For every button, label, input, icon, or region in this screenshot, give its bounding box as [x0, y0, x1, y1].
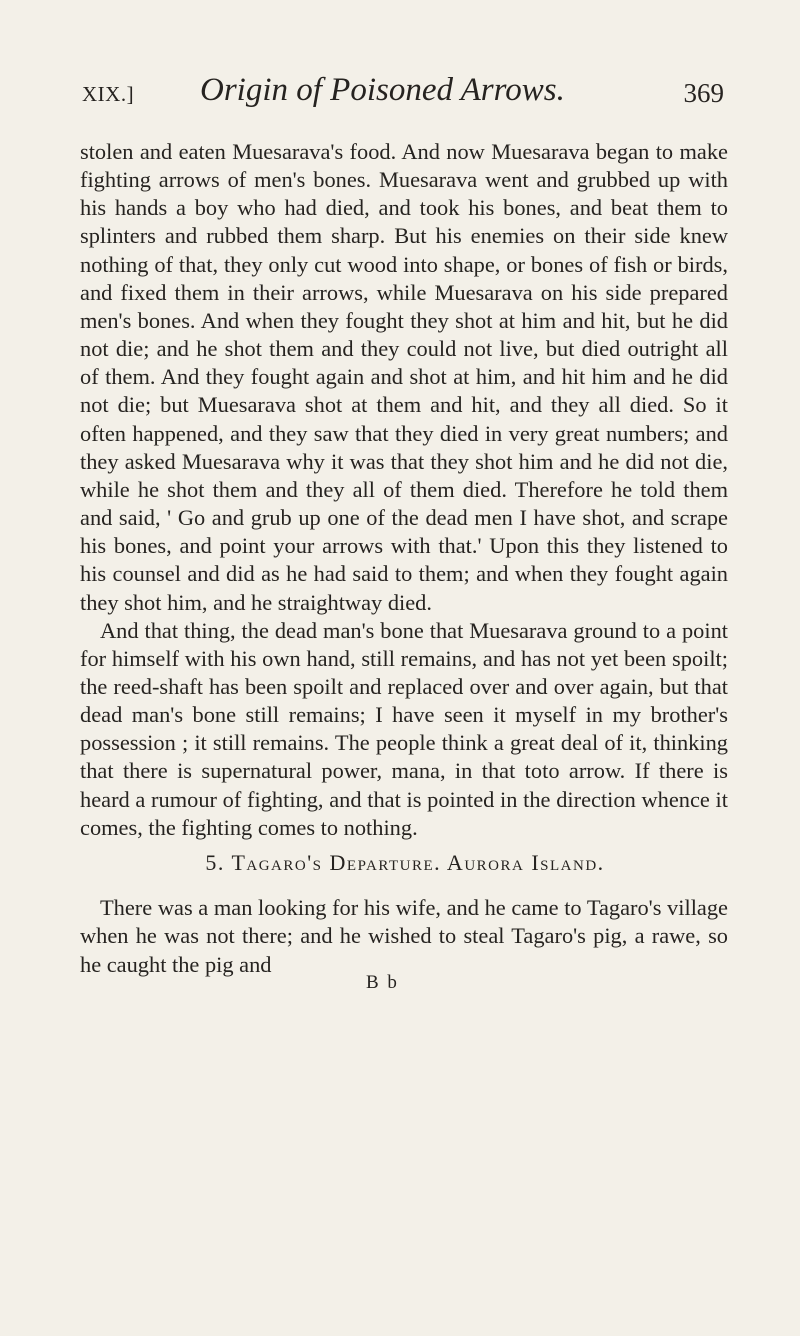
page-number: 369: [683, 78, 724, 108]
section-text: [80, 894, 728, 979]
running-head: [82, 72, 722, 116]
signature-mark: B b: [366, 972, 399, 993]
main-text: [80, 138, 728, 842]
section-heading: 5. Tagaro's Departure. Aurora Island.: [205, 850, 605, 875]
chapter-title: Origin of Poisoned Arrows.: [200, 72, 565, 108]
paragraph: And that thing, the dead man's bone that Muesarava ground to a point for himself with his own hand, still remains, and has not yet been spoilt; the reed-shaft has been spoilt and replaced over and over again, but that dead man's bone still remains; I have seen it myself in my brother's possession ; it still remains. The people think a great deal of it, thinking that there is supernatural power, mana, in that toto arrow. If there is heard a rumour of fighting, and that is pointed in the direction whence it comes, the fighting comes to nothing.: [80, 617, 728, 840]
paragraph: There was a man looking for his wife, and he came to Tagaro's village when he was not there; and he wished to steal Tagaro's pig, a rawe, so he caught the pig and: [80, 895, 728, 977]
paragraph: stolen and eaten Muesarava's food. And now Muesarava began to make fighting arrows of men's bones. Muesarava went and grubbed up with his hands a boy who had died, and took his bones, and beat them to splinters and rubbed them sharp. But his enemies on their side knew nothing of that, they only cut wood into shape, or bones of fish or birds, and fixed them in their arrows, while Muesarava on his side prepared men's bones. And when they fought they shot at him and hit, but he did not die; and he shot them and they could not live, but died outright all of them. And they fought again and shot at him, and hit him and he did not die; but Muesarava shot at them and hit, and they all died. So it often happened, and they saw that they died in very great numbers; and they asked Muesarava why it was that they shot him and he did not die, while he shot them and they all of them died. Therefore he told them and said, ' Go and grub up one of the dead men I have shot, and scrape his bones, and point your arrows with that.' Upon this they listened to his counsel and did as he had said to them; and when they fought again they shot him, and he straightway died.: [80, 139, 728, 615]
chapter-number: XIX.]: [82, 82, 135, 106]
